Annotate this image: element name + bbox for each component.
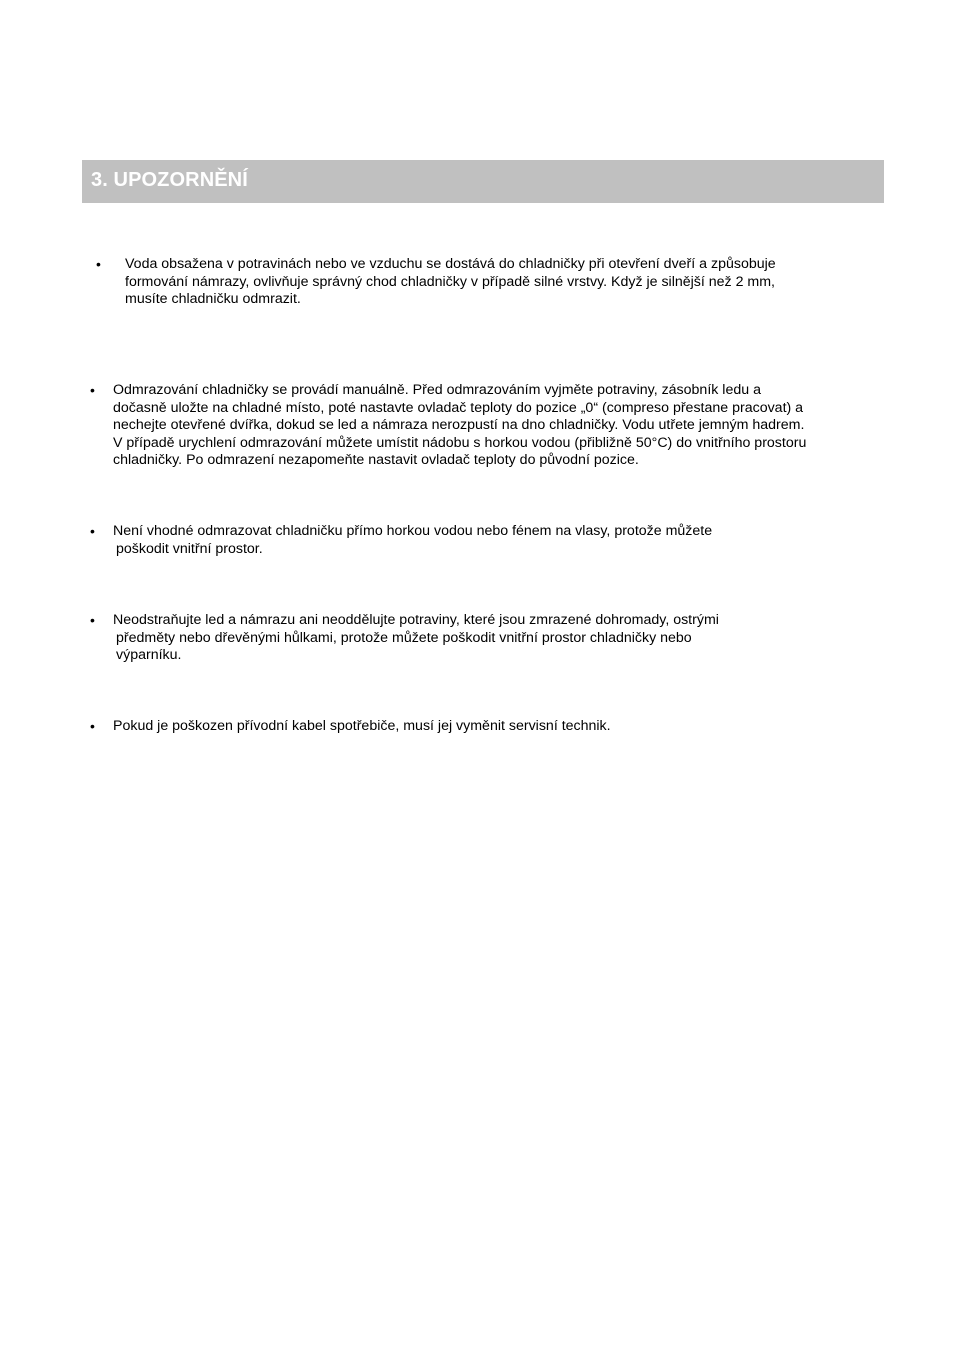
list-item-text	[113, 382, 806, 470]
text-line: výparníku.	[116, 647, 182, 664]
text-line: poškodit vnitřní prostor.	[116, 540, 263, 557]
section-header	[82, 160, 884, 203]
text-line: musíte chladničku odmrazit.	[125, 291, 301, 308]
section-title: 3. UPOZORNĚNÍ	[91, 169, 248, 191]
list-item-text	[113, 523, 712, 558]
text-line: Pokud je poškozen přívodní kabel spotřebiče, musí jej vyměnit servisní technik.	[113, 718, 611, 734]
text-line: V případě urychlení odmrazování můžete umístit nádobu s horkou vodou (přibližně 50°C) do vnitřního prostoru	[113, 434, 807, 451]
text-line: Není vhodné odmrazovat chladničku přímo horkou vodou nebo fénem na vlasy, protože můžete	[113, 523, 713, 539]
text-line: nechejte otevřené dvířka, dokud se led a námraza nerozpustí na dno chladničky. Vodu utřete jemným hadrem.	[113, 417, 805, 434]
list-item-text	[113, 612, 719, 665]
text-line: chladničky. Po odmrazení nezapomeňte nastavit ovladač teploty do původní pozice.	[113, 452, 639, 469]
bullet-icon: •	[90, 612, 95, 628]
bullet-icon: •	[96, 256, 101, 272]
bullet-icon: •	[90, 523, 95, 539]
text-line: Odmrazování chladničky se provádí manuálně. Před odmrazováním vyjměte potraviny, zásobník ledu a	[113, 382, 761, 398]
text-line: formování námrazy, ovlivňuje správný chod chladničky v případě silné vrstvy. Když je silnější než 2 mm,	[125, 273, 775, 290]
text-line: předměty nebo dřevěnými hůlkami, protože můžete poškodit vnitřní prostor chladničky nebo	[116, 629, 692, 646]
bullet-icon: •	[90, 718, 95, 734]
text-line: dočasně uložte na chladné místo, poté nastavte ovladač teploty do pozice „0“ (compreso přestane pracovat) a	[113, 399, 804, 416]
text-line: Neodstraňujte led a námrazu ani neoddělujte potraviny, které jsou zmrazené dohromady, ostrými	[113, 612, 719, 628]
list-item-text	[125, 256, 776, 309]
list-item-text	[113, 718, 611, 736]
text-line: Voda obsažena v potravinách nebo ve vzduchu se dostává do chladničky při otevření dveří a způsobuje	[125, 256, 776, 272]
bullet-icon: •	[90, 382, 95, 398]
